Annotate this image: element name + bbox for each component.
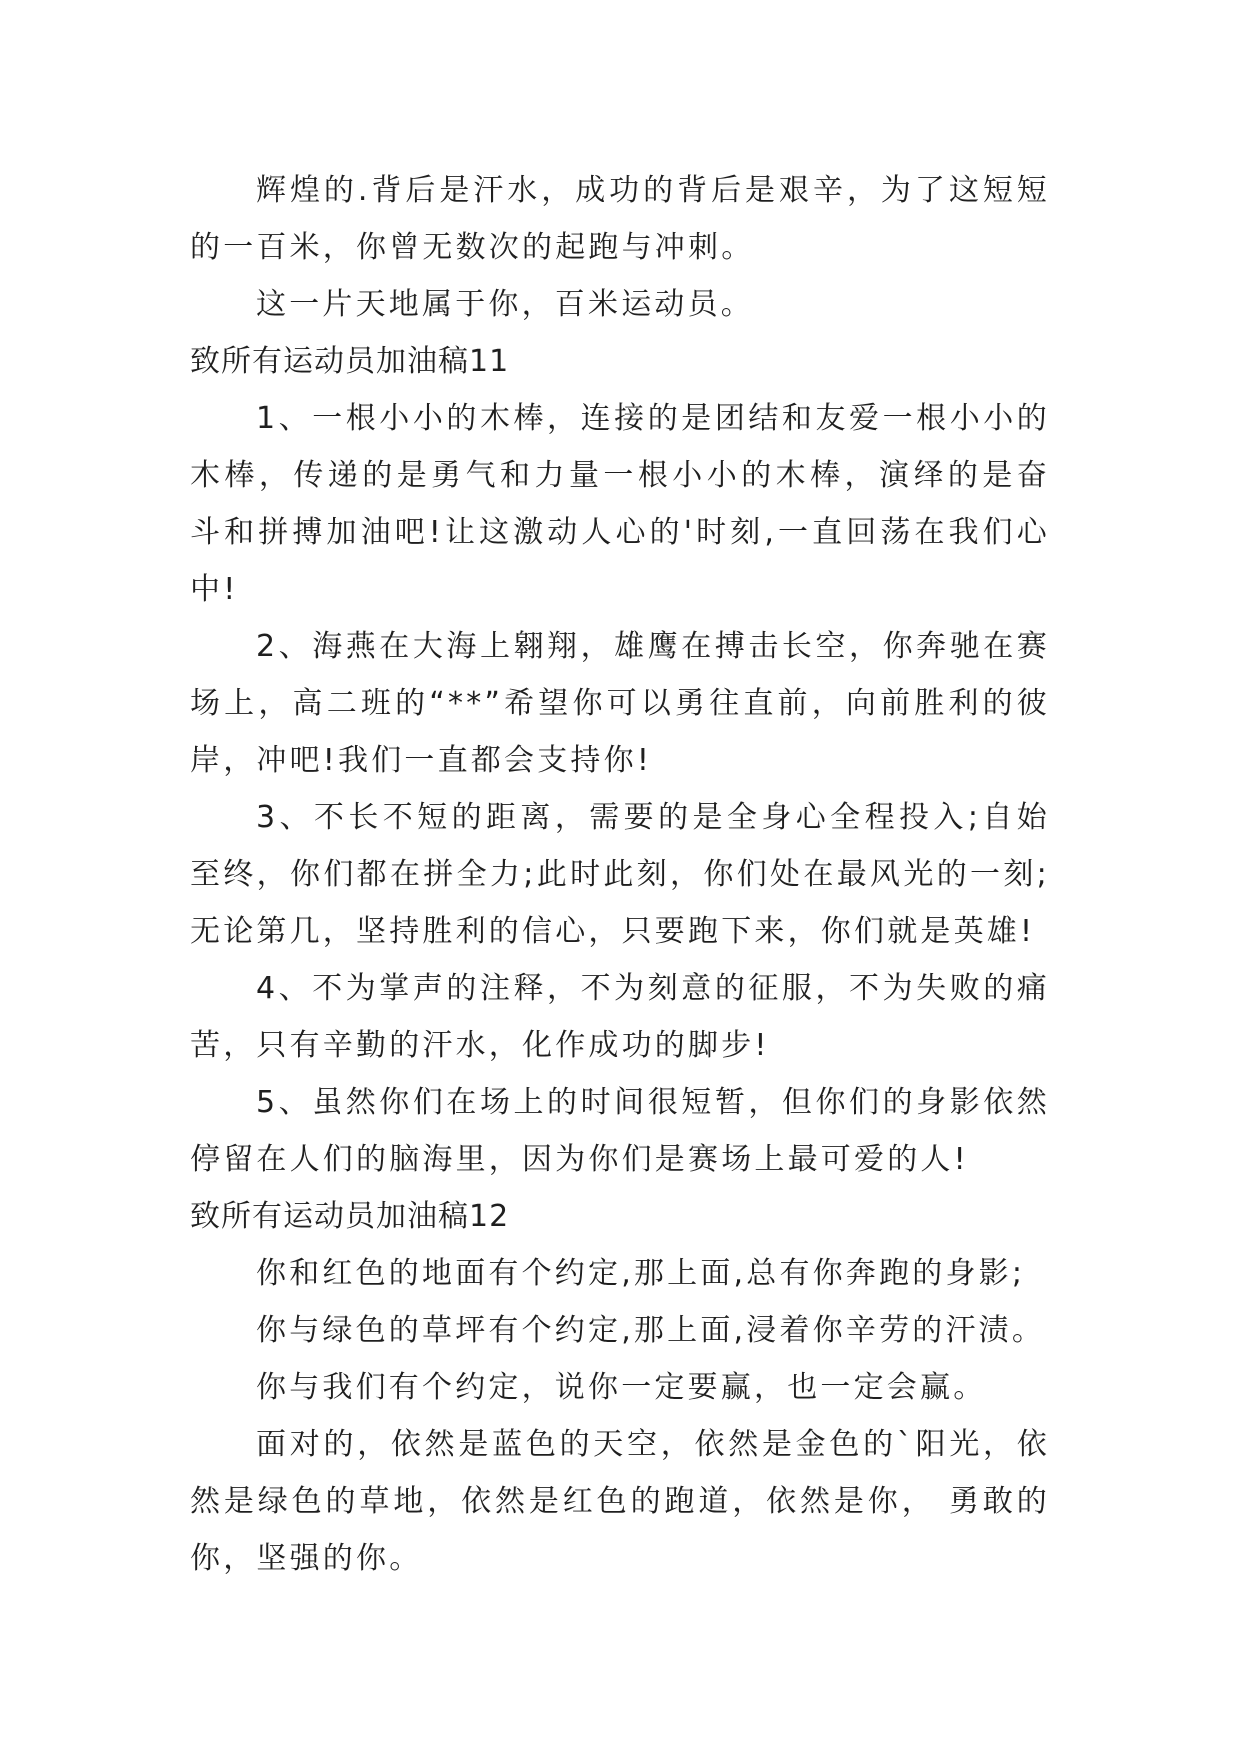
document-body bbox=[190, 162, 1050, 1587]
paragraph: 2、海燕在大海上翱翔，雄鹰在搏击长空，你奔驰在赛场上，高二班的“**”希望你可以勇往直前，向前胜利的彼岸，冲吧!我们一直都会支持你! bbox=[190, 629, 1050, 778]
section-heading: 致所有运动员加油稿12 bbox=[190, 1199, 510, 1234]
paragraph: 1、一根小小的木棒，连接的是团结和友爱一根小小的木棒，传递的是勇气和力量一根小小的木棒，演绎的是奋斗和拼搏加油吧!让这激动人心的'时刻,一直回荡在我们心中! bbox=[190, 401, 1050, 607]
paragraph: 3、不长不短的距离，需要的是全身心全程投入;自始至终，你们都在拼全力;此时此刻，你们处在最风光的一刻;无论第几，坚持胜利的信心，只要跑下来，你们就是英雄! bbox=[190, 800, 1050, 949]
paragraph: 你与绿色的草坪有个约定,那上面,浸着你辛劳的汗渍。 bbox=[256, 1313, 1046, 1348]
paragraph: 辉煌的.背后是汗水，成功的背后是艰辛，为了这短短的一百米，你曾无数次的起跑与冲刺。 bbox=[190, 173, 1050, 265]
paragraph: 你和红色的地面有个约定,那上面,总有你奔跑的身影; bbox=[256, 1256, 1026, 1291]
paragraph: 4、不为掌声的注释，不为刻意的征服，不为失败的痛苦，只有辛勤的汗水，化作成功的脚步! bbox=[190, 971, 1050, 1063]
paragraph: 你与我们有个约定，说你一定要赢，也一定会赢。 bbox=[256, 1370, 987, 1405]
paragraph: 面对的，依然是蓝色的天空，依然是金色的`阳光，依然是绿色的草地，依然是红色的跑道，依然是你， 勇敢的你，坚强的你。 bbox=[190, 1427, 1050, 1576]
paragraph: 这一片天地属于你，百米运动员。 bbox=[256, 287, 754, 322]
section-heading: 致所有运动员加油稿11 bbox=[190, 344, 510, 379]
paragraph: 5、虽然你们在场上的时间很短暂，但你们的身影依然停留在人们的脑海里，因为你们是赛场上最可爱的人! bbox=[190, 1085, 1050, 1177]
